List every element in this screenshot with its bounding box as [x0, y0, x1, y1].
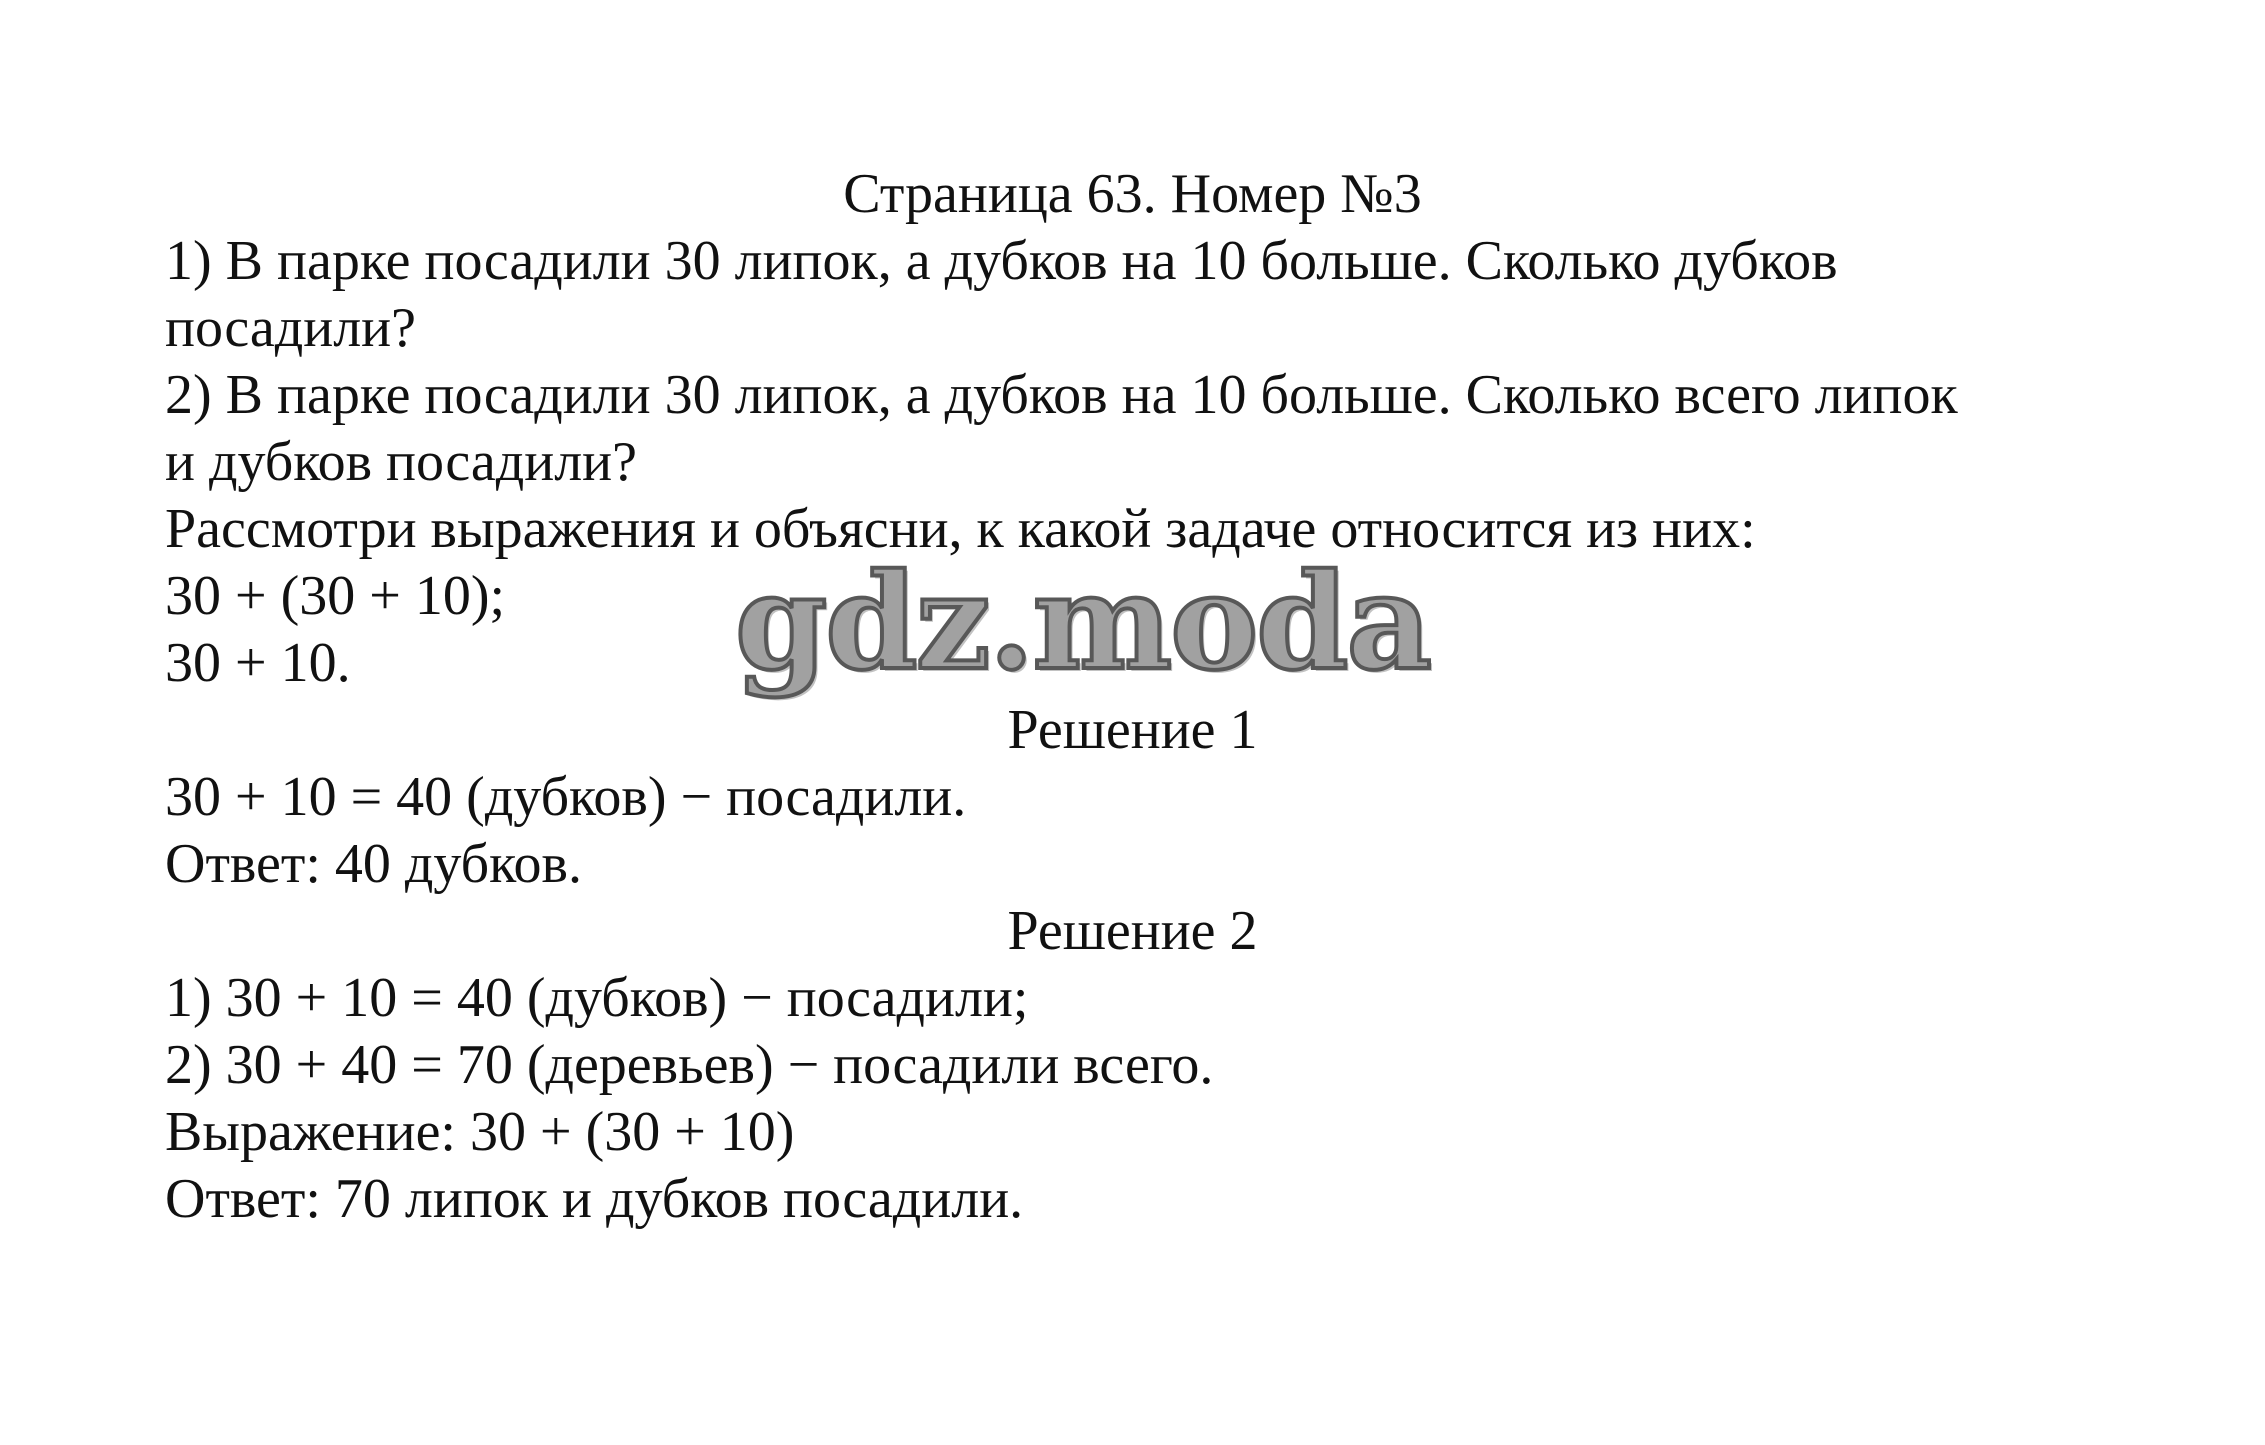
solution-2-answer: Ответ: 70 липок и дубков посадили.	[165, 1168, 1024, 1230]
solution-2-expression: Выражение: 30 + (30 + 10)	[165, 1101, 795, 1163]
solution-2-title: Решение 2	[1007, 900, 1258, 962]
solution-1-line-1: 30 + 10 = 40 (дубков) − посадили.	[165, 766, 967, 828]
task-line-4: и дубков посадили?	[165, 431, 638, 493]
task-line-2: посадили?	[165, 297, 416, 359]
watermark-logo: gdz.moda	[735, 545, 1431, 700]
solution-1-answer: Ответ: 40 дубков.	[165, 833, 582, 895]
task-instruction: Рассмотри выражения и объясни, к какой задаче относится из них:	[165, 498, 1756, 560]
task-line-1: 1) В парке посадили 30 липок, а дубков на 10 больше. Сколько дубков	[165, 230, 1838, 292]
solution-2-line-2: 2) 30 + 40 = 70 (деревьев) − посадили всего.	[165, 1034, 1214, 1096]
expression-2: 30 + 10.	[165, 632, 351, 694]
page-heading: Страница 63. Номер №3	[843, 163, 1422, 225]
solution-2-line-1: 1) 30 + 10 = 40 (дубков) − посадили;	[165, 967, 1029, 1029]
task-line-3: 2) В парке посадили 30 липок, а дубков на 10 больше. Сколько всего липок	[165, 364, 1958, 426]
solution-1-title: Решение 1	[1007, 699, 1258, 761]
expression-1: 30 + (30 + 10);	[165, 565, 506, 627]
